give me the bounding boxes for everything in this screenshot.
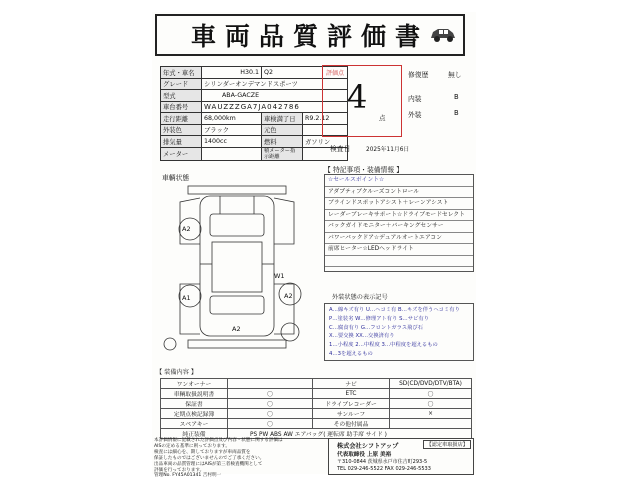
feature-item: パワーバックドア☆デュアルオートエアコン xyxy=(325,233,473,245)
table-row xyxy=(161,147,348,160)
evaluation-sheet xyxy=(152,12,476,479)
equip-value: PS PW ABS AW エアバッグ( 運転席 助手席 サイド ) xyxy=(228,429,472,439)
interior-value: B xyxy=(454,93,459,101)
spec-label: 年式・車名 xyxy=(161,67,202,79)
spec-value: ガソリン xyxy=(303,136,348,148)
disclaimer-note xyxy=(154,438,314,479)
table-row xyxy=(161,419,472,429)
note-line: 出品車両の品質管理にはAISが第三者検査機関として xyxy=(154,461,263,467)
page-title: 車両品質評価書 xyxy=(190,22,429,51)
spec-label: 元色 xyxy=(262,124,303,136)
equip-label: ETC xyxy=(313,389,390,399)
equip-value: SD(CD/DVD/DTV/BTA) xyxy=(390,379,472,389)
feature-item: ブラインドスポットアシスト＋レーンアシスト xyxy=(325,198,473,210)
score-unit: 点 xyxy=(379,114,386,122)
equip-label: ナビ xyxy=(313,379,390,389)
note-line: 評価を行っております。 xyxy=(154,467,205,473)
sales-point-heading: ☆セールスポイント☆ xyxy=(325,175,473,187)
spec-value: 68,000km xyxy=(202,113,262,125)
spec-value: WAUZZZGA7JA042786 xyxy=(202,101,348,113)
spec-label: 排気量 xyxy=(161,136,202,148)
equipment-title: 【 装備内容 】 xyxy=(156,369,198,376)
score-box xyxy=(322,65,402,137)
spec-label: 外装色 xyxy=(161,124,202,136)
note-line: 管理No. FY45A01341 吉村明一 xyxy=(154,473,222,479)
damage-mark: A2 xyxy=(232,325,241,333)
spec-value: R9.2.12 xyxy=(303,113,348,125)
dealer-representative: 代表取締役 上原 美裕 xyxy=(337,452,392,458)
score-label: 評価点 xyxy=(326,70,345,77)
spec-label: メーター xyxy=(161,147,202,160)
legend-line: A…線キズ有り U…ヘコミ有 B…キズを伴うヘコミ有り xyxy=(329,307,460,313)
equip-value: 〇 xyxy=(228,419,313,429)
feature-item: 前席ヒーター☆LEDヘッドライト xyxy=(325,244,473,256)
legend-line: C…腐食有り G…フロントガラス飛び石 xyxy=(329,324,423,331)
spec-label: 積メーター指示距離 xyxy=(262,147,303,160)
features-box xyxy=(324,174,474,272)
dealer-address: 〒310-0844 茨城県水戸市住吉町293-5 xyxy=(337,459,428,465)
spec-value: シリンダーオンデマンドスポーツ xyxy=(202,78,348,90)
evaluation-panel xyxy=(322,65,472,155)
certified-dealer-badge: 【認定車取扱店】 xyxy=(423,440,471,449)
equip-value: 〇 xyxy=(390,389,472,399)
legend-title: 外装状態の表示記号 xyxy=(332,294,388,301)
spec-value: ABA-GACZE xyxy=(202,90,348,102)
spec-label: 走行距離 xyxy=(161,113,202,125)
spec-value: Q2 xyxy=(262,67,348,79)
table-row xyxy=(161,90,348,102)
note-line: 本評価情報に記載された評価点及び内容・状態に関する評価は xyxy=(154,438,283,443)
legend-line: P…塗装劣 W…修理アト有り S…サビ有り xyxy=(329,315,429,322)
equip-value: 〇 xyxy=(228,409,313,419)
equip-label: ドライブレコーダー xyxy=(313,399,390,409)
table-row xyxy=(161,124,348,136)
legend-line: X…要交換 XX…交換済有り xyxy=(329,333,395,340)
vehicle-spec-table xyxy=(160,66,351,161)
feature-item: バックガイドモニター＋パーキングセンサー xyxy=(325,221,473,233)
equip-label: ワンオーナー xyxy=(161,379,228,389)
spec-value: H30.1 xyxy=(202,67,262,79)
spec-label: 燃料 xyxy=(262,136,303,148)
legend-box xyxy=(324,303,474,361)
equip-label: スペアキー xyxy=(161,419,228,429)
equip-label: サンルーフ xyxy=(313,409,390,419)
equip-label: その他付属品 xyxy=(313,419,390,429)
inspect-label: 検査日 xyxy=(330,145,351,153)
feature-item xyxy=(325,256,473,268)
equip-label: 純正装備 xyxy=(161,429,228,439)
table-row xyxy=(161,78,348,90)
table-row xyxy=(161,113,348,125)
table-row xyxy=(161,409,472,419)
damage-mark: A2 xyxy=(182,225,191,233)
repair-value: 無し xyxy=(448,71,462,79)
dealer-info xyxy=(328,438,474,475)
note-line: 保証したものではございませんのでご了承ください。 xyxy=(154,455,265,461)
table-row xyxy=(161,101,348,113)
damage-mark: A1 xyxy=(182,294,191,302)
spec-label: 型式 xyxy=(161,90,202,102)
vehicle-diagram xyxy=(160,184,320,356)
equip-label: 定期点検記録簿 xyxy=(161,409,228,419)
legend-line: 4…3を超えるもの xyxy=(329,350,373,357)
spec-value xyxy=(202,147,262,160)
note-line: AISの定める基準に則っております。 xyxy=(154,443,230,449)
equip-label: 保証書 xyxy=(161,399,228,409)
exterior-label: 外装 xyxy=(408,111,422,119)
table-row xyxy=(161,389,472,399)
damage-mark: A2 xyxy=(284,292,293,300)
exterior-value: B xyxy=(454,109,459,117)
dealer-company: 株式会社シフトアップ xyxy=(337,443,399,450)
feature-item: アダプティブクルーズコントロール xyxy=(325,187,473,199)
spec-value: 1400cc xyxy=(202,136,262,148)
equip-value: × xyxy=(390,409,472,419)
inspect-date: 2025年11月6日 xyxy=(366,147,410,153)
equip-value: 〇 xyxy=(228,399,313,409)
equip-value: 〇 xyxy=(228,389,313,399)
spec-label: 車検満了日 xyxy=(262,113,303,125)
car-icon xyxy=(429,26,457,44)
table-row xyxy=(161,379,472,389)
legend-line: 1…小程度 2…中程度 3…中程度を超えるもの xyxy=(329,342,438,349)
dealer-phone: TEL 029-246-5522 FAX 029-246-5533 xyxy=(337,466,431,472)
equip-value: 〇 xyxy=(390,399,472,409)
table-row xyxy=(161,136,348,148)
spec-value: ブラック xyxy=(202,124,262,136)
features-title: 【 特記事項・装備情報 】 xyxy=(324,166,404,174)
equipment-table xyxy=(160,378,472,439)
equip-value xyxy=(228,379,313,389)
diagram-title: 車輌状態 xyxy=(162,174,190,182)
score-value: 4 xyxy=(347,78,368,116)
equip-label: 車輌取扱説明書 xyxy=(161,389,228,399)
table-row xyxy=(161,399,472,409)
interior-label: 内装 xyxy=(408,95,422,103)
equip-value xyxy=(390,419,472,429)
spec-label: グレード xyxy=(161,78,202,90)
spec-label: 車台番号 xyxy=(161,101,202,113)
title-box xyxy=(155,14,465,56)
note-line: 検査には細心を、期しておりますが車両品質を xyxy=(154,449,251,455)
table-row xyxy=(161,67,348,79)
repair-label: 修復歴 xyxy=(408,71,429,79)
feature-item: レーダーブレーキサポート☆ドライブモードセレクト xyxy=(325,210,473,222)
feature-item xyxy=(325,267,473,278)
damage-mark: W1 xyxy=(274,272,285,280)
table-row xyxy=(161,429,472,439)
